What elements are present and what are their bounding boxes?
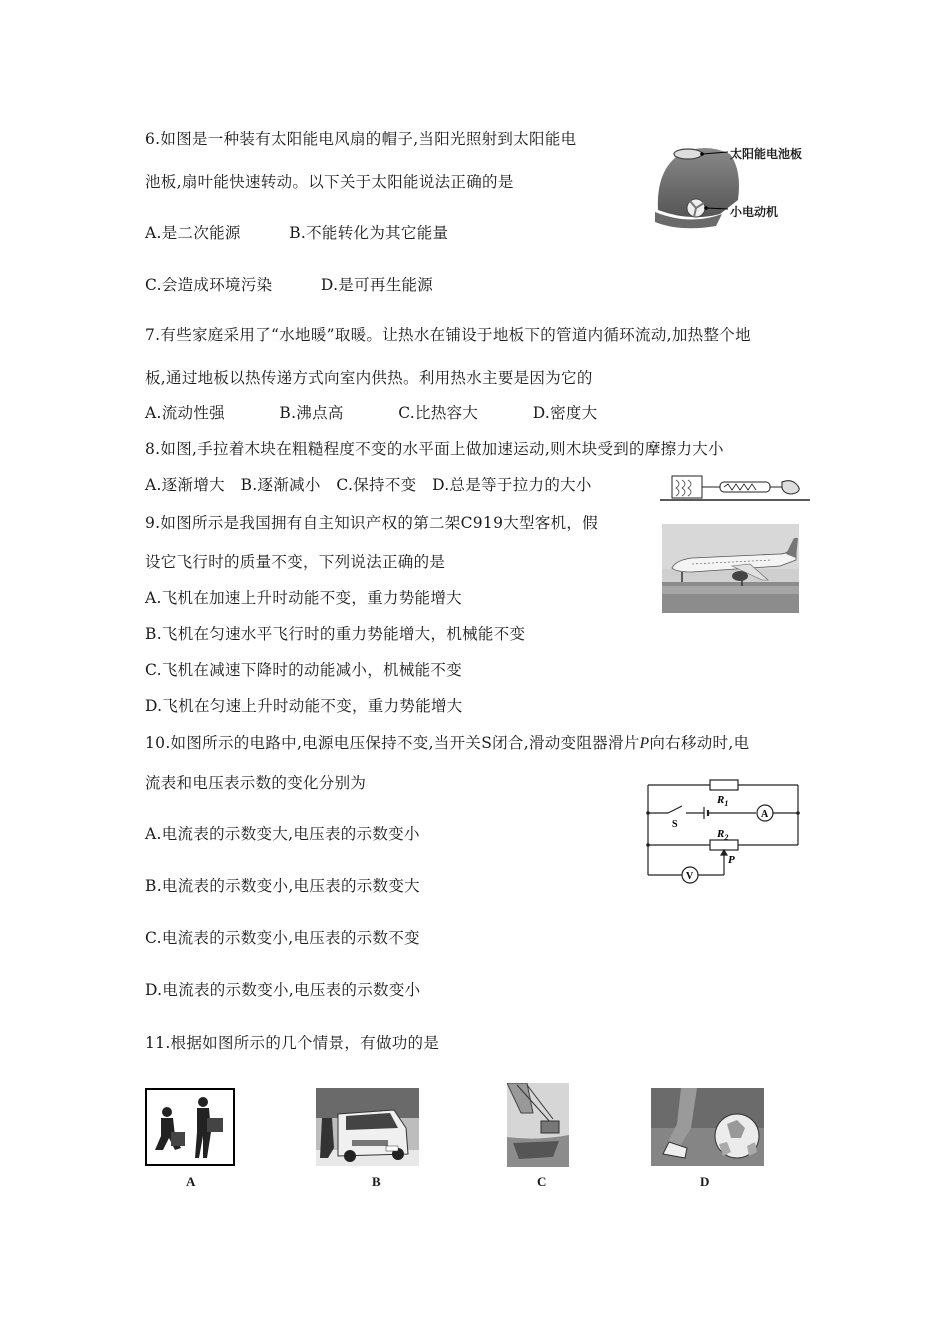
q9-option-b: B.飞机在匀速水平飞行时的重力势能增大，机械能不变 <box>145 625 526 643</box>
q6-options-row1 <box>145 221 448 243</box>
switch-s-label: S <box>672 819 678 830</box>
block-spring-illustration <box>660 470 810 502</box>
q6-options-row2 <box>145 273 433 295</box>
q9-option-c: C.飞机在减速下降时的动能减小，机械能不变 <box>145 661 463 679</box>
q6-option-b: B.不能转化为其它能量 <box>289 224 449 242</box>
voltmeter-label: V <box>686 871 694 882</box>
q10-option-d: D.电流表的示数变小,电压表的示数变小 <box>145 981 421 999</box>
ammeter-label: A <box>761 809 769 820</box>
carrying-box-scene <box>145 1088 235 1166</box>
c919-airplane-photo <box>662 524 799 613</box>
q6-stem-line1: 6.如图是一种装有太阳能电风扇的帽子,当阳光照射到太阳能电 <box>145 130 577 148</box>
q11-stem: 11.根据如图所示的几个情景，有做功的是 <box>145 1034 440 1052</box>
kicking-ball-scene <box>651 1088 764 1166</box>
q7-option-d: D.密度大 <box>532 404 598 422</box>
q10-option-c: C.电流表的示数变小,电压表的示数不变 <box>145 929 420 947</box>
airplane-image <box>662 524 799 613</box>
scene-c-image <box>507 1083 569 1167</box>
q10-option-a: A.电流表的示数变大,电压表的示数变小 <box>145 825 420 843</box>
q8-options: A.逐渐增大 B.逐渐减小 C.保持不变 D.总是等于拉力的大小 <box>145 476 592 494</box>
q6-option-d: D.是可再生能源 <box>320 276 434 294</box>
q6-option-a: A.是二次能源 <box>145 224 241 242</box>
solar-panel-label: 太阳能电池板 <box>730 147 803 161</box>
q9-option-d: D.飞机在匀速上升时动能不变，重力势能增大 <box>145 697 463 715</box>
q6-option-c: C.会造成环境污染 <box>145 276 273 294</box>
q10-stem-p: P <box>639 735 650 752</box>
q6-stem-line2: 池板,扇叶能快速转动。以下关于太阳能说法正确的是 <box>145 173 514 191</box>
r1-label: $R_1$ <box>717 794 729 808</box>
caption-c: C <box>537 1174 547 1189</box>
q7-option-b: B.沸点高 <box>279 404 344 422</box>
q10-stem-line2: 流表和电压表示数的变化分别为 <box>145 774 367 792</box>
pushing-car-scene <box>316 1088 419 1166</box>
solar-cap-figure <box>650 140 820 232</box>
circuit-diagram <box>640 775 805 885</box>
scene-a-image <box>145 1088 235 1166</box>
scene-d-image <box>651 1088 764 1166</box>
q8-stem: 8.如图,手拉着木块在粗糙程度不变的水平面上做加速运动,则木块受到的摩擦力大小 <box>145 440 724 458</box>
pull-block-figure <box>660 470 810 502</box>
q10-stem-part1: 10.如图所示的电路中,电源电压保持不变,当开关S闭合,滑动变阻器滑片 <box>145 734 640 752</box>
q10-stem-line1 <box>145 731 749 753</box>
slider-p-label: P <box>728 854 735 866</box>
q9-option-a: A.飞机在加速上升时动能不变，重力势能增大 <box>145 589 462 607</box>
scene-b-image <box>316 1088 419 1166</box>
q7-option-c: C.比热容大 <box>398 404 479 422</box>
caption-b: B <box>372 1174 381 1189</box>
circuit-schematic <box>640 775 805 885</box>
q10-stem-part2: 向右移动时,电 <box>649 734 750 752</box>
q7-stem-line2: 板,通过地板以热传递方式向室内供热。利用热水主要是因为它的 <box>145 369 593 387</box>
caption-d: D <box>700 1174 710 1189</box>
small-motor-label: 小电动机 <box>730 205 779 219</box>
r2-label: $R_2$ <box>717 828 729 842</box>
q10-option-b: B.电流表的示数变小,电压表的示数变大 <box>145 877 420 895</box>
crane-scene <box>507 1083 569 1167</box>
q7-options <box>145 401 598 423</box>
q9-stem-line1: 9.如图所示是我国拥有自主知识产权的第二架C919大型客机，假 <box>145 514 599 532</box>
caption-a: A <box>186 1174 196 1189</box>
q7-option-a: A.流动性强 <box>145 404 225 422</box>
q9-stem-line2: 设它飞行时的质量不变，下列说法正确的是 <box>145 553 446 571</box>
q7-stem-line1: 7.有些家庭采用了“水地暖”取暖。让热水在铺设于地板下的管道内循环流动,加热整个地 <box>145 326 751 344</box>
